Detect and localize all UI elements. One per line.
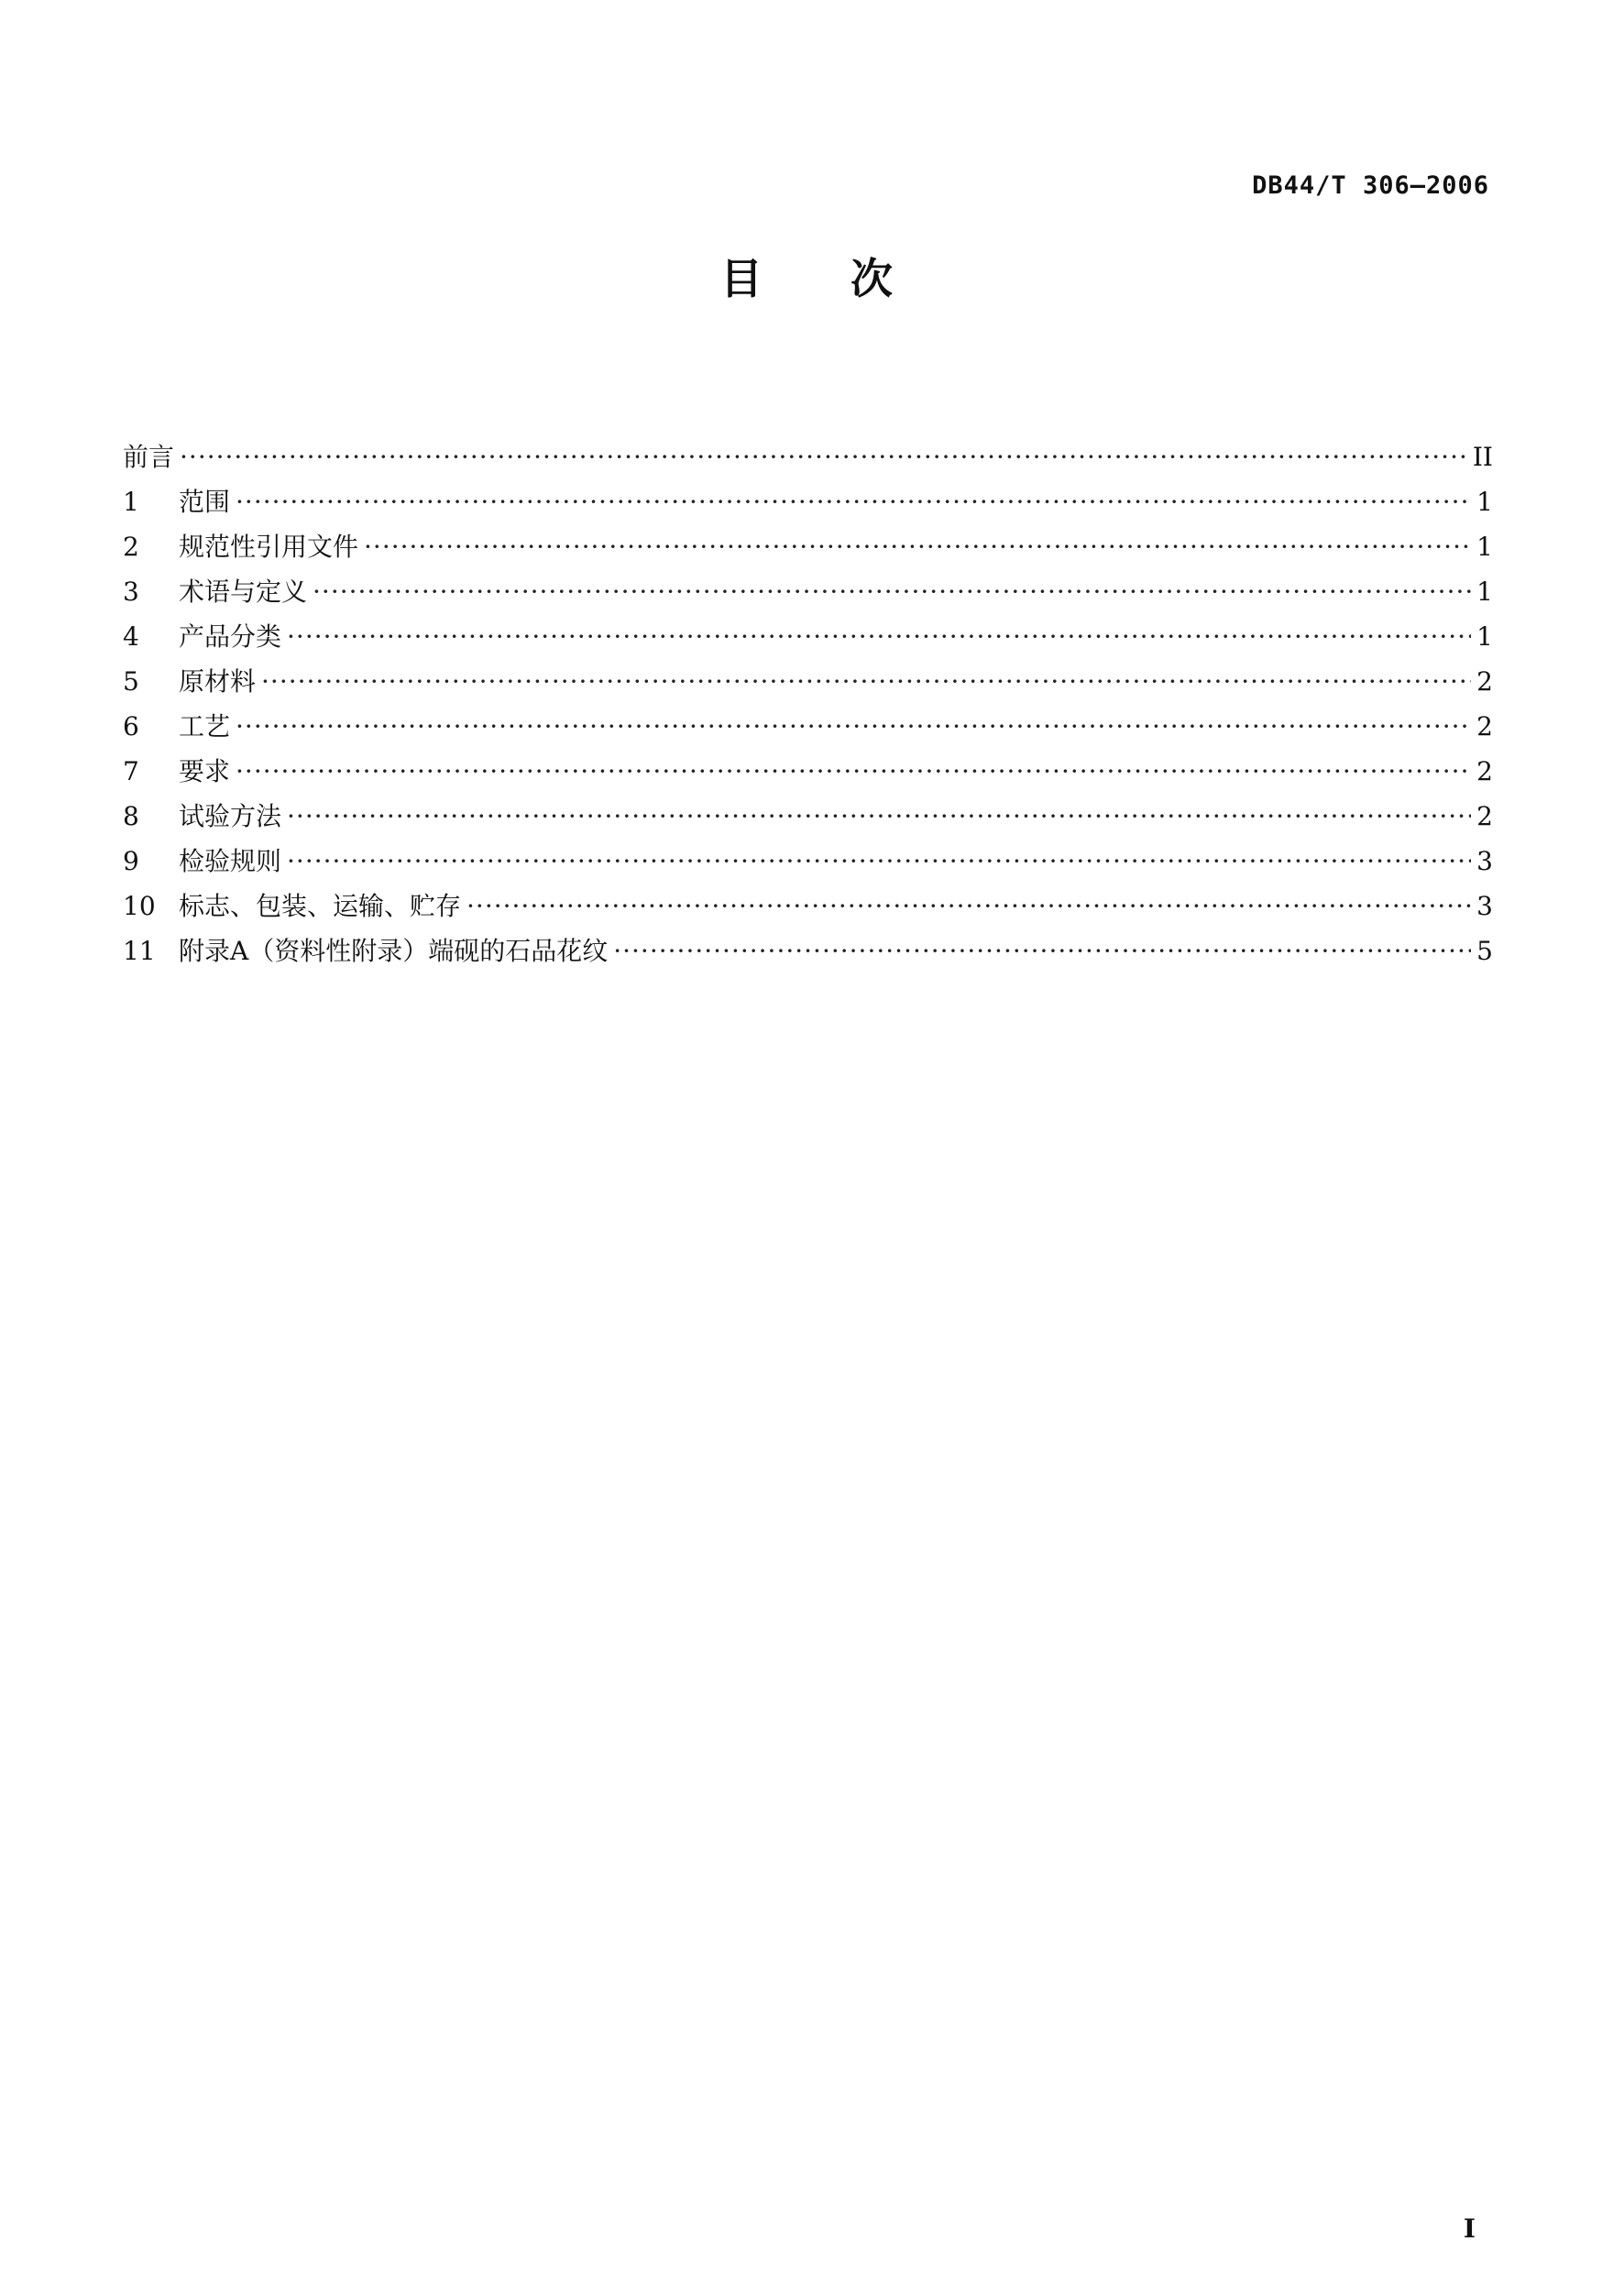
toc-entry-label: 原材料 [179,666,257,697]
toc-leader-dots [236,487,1471,517]
toc-entry-label: 规范性引用文件 [179,532,359,562]
toc-leader-dots [466,891,1471,921]
toc-entry-number: 3 [123,577,139,607]
toc-entry-label: 产品分类 [179,621,282,652]
toc-entry-6[interactable] [123,707,1493,752]
toc-entry-label: 试验方法 [179,801,282,831]
toc-entry-2[interactable] [123,527,1493,572]
toc-leader-dots [287,621,1471,652]
toc-leader-dots [287,801,1471,831]
toc-entry-1[interactable] [123,482,1493,527]
toc-entry-page: 1 [1476,487,1493,517]
toc-entry-10[interactable] [123,886,1493,931]
toc-entry-page: 3 [1476,846,1493,876]
toc-entry-label: 工艺 [179,711,231,742]
toc-entry-page: II [1472,442,1493,472]
toc-entry-page: 1 [1476,577,1493,607]
toc-leader-dots [261,666,1471,697]
toc-entry-number: 4 [123,621,139,652]
toc-entry-11[interactable] [123,931,1493,976]
toc-leader-dots [313,577,1471,607]
toc-entry-8[interactable] [123,796,1493,841]
toc-entry-label: 要求 [179,756,231,786]
toc-entry-number: 11 [123,936,156,966]
table-of-contents [123,437,1493,976]
toc-entry-label: 检验规则 [179,846,282,876]
toc-leader-dots [236,756,1471,786]
standard-code: DB44/T 306—2006 [1252,171,1489,200]
toc-entry-label: 标志、包装、运输、贮存 [179,891,462,921]
toc-entry-page: 2 [1476,711,1493,742]
toc-entry-number: 7 [123,756,139,786]
toc-leader-dots [364,532,1471,562]
toc-entry-page: 2 [1476,801,1493,831]
toc-entry-3[interactable] [123,572,1493,617]
toc-entry-label: 附录A（资料性附录）端砚的石品花纹 [179,936,609,966]
toc-entry-number: 8 [123,801,139,831]
toc-entry-number: 1 [123,487,139,517]
toc-entry-label: 前言 [123,442,175,472]
toc-entry-number: 2 [123,532,139,562]
toc-entry-number: 9 [123,846,139,876]
toc-entry-page: 5 [1476,936,1493,966]
toc-entry-9[interactable] [123,841,1493,886]
toc-entry-page: 2 [1476,756,1493,786]
toc-leader-dots [236,711,1471,742]
toc-entry-page: 1 [1476,532,1493,562]
toc-entry-page: 2 [1476,666,1493,697]
toc-entry-number: 5 [123,666,139,697]
toc-title-char-1: 目 [720,254,763,303]
toc-entry-page: 1 [1476,621,1493,652]
toc-entry-7[interactable] [123,752,1493,796]
page-number: I [1463,2214,1476,2244]
toc-entry-4[interactable] [123,617,1493,662]
toc-entry-number: 6 [123,711,139,742]
toc-leader-dots [287,846,1471,876]
toc-entry-label: 术语与定义 [179,577,308,607]
toc-entry-page: 3 [1476,891,1493,921]
toc-title-char-2: 次 [850,254,893,303]
toc-title [0,246,1613,306]
toc-entry-number: 10 [123,891,156,921]
toc-entry-foreword[interactable] [123,437,1493,482]
toc-entry-label: 范围 [179,487,231,517]
toc-entry-5[interactable] [123,662,1493,707]
toc-leader-dots [180,442,1467,472]
toc-leader-dots [613,936,1471,966]
